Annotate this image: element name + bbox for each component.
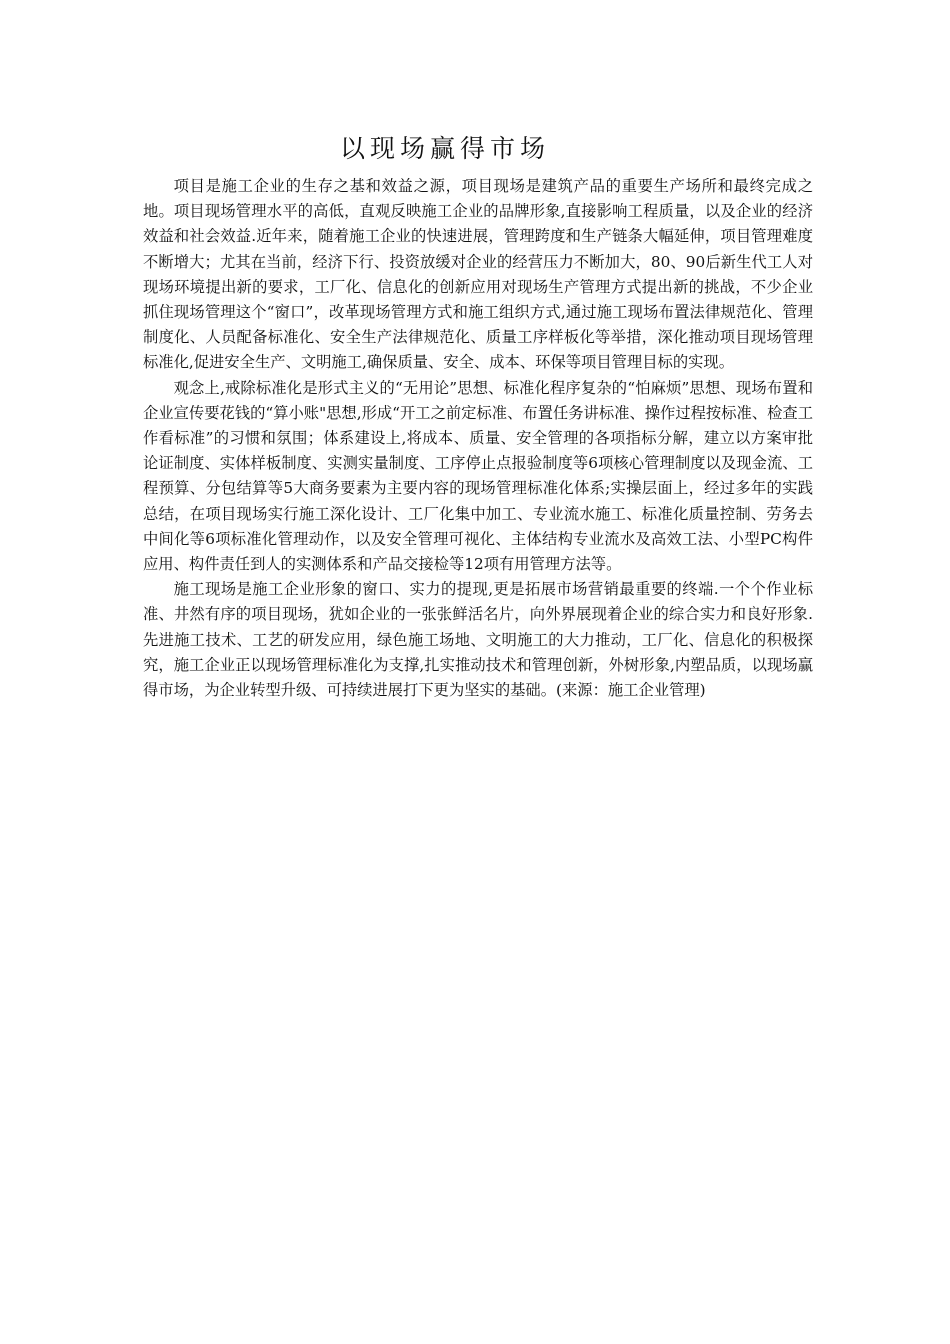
- document-title: 以现场赢得市场: [339, 134, 550, 163]
- paragraph-conclusion: 施工现场是施工企业形象的窗口、实力的提现,更是拓展市场营销最重要的终端.一个个作业标准、井然有序的项目现场，犹如企业的一张张鲜活名片，向外界展现着企业的综合实力和良好形象.先进施工技术、工艺的研发应用，绿色施工场地、文明施工的大力推动，工厂化、信息化的积极探究，施工企业正以现场管理标准化为支撑,扎实推动技术和管理创新，外树形象,内塑品质，以现场赢得市场，为企业转型升级、可持续进展打下更为坚实的基础。(来源：施工企业管理): [143, 580, 813, 700]
- paragraph-concept: 观念上,戒除标准化是形式主义的“无用论”思想、标准化程序复杂的“怕麻烦”思想、现场布置和企业宣传要花钱的“算小账"思想,形成“开工之前定标准、布置任务讲标准、操作过程按标准、检查工作看标准”的习惯和氛围；体系建设上,将成本、质量、安全管理的各项指标分解，建立以方案审批论证制度、实体样板制度、实测实量制度、工序停止点报验制度等6项核心管理制度以及现金流、工程预算、分包结算等5大商务要素为主要内容的现场管理标准化体系;实操层面上，经过多年的实践总结，在项目现场实行施工深化设计、工厂化集中加工、专业流水施工、标准化质量控制、劳务去中间化等6项标准化管理动作，以及安全管理可视化、主体结构专业流水及高效工法、小型PC构件应用、构件责任到人的实测体系和产品交接检等12项有用管理方法等。: [143, 378, 814, 574]
- paragraph-intro: 项目是施工企业的生存之基和效益之源，项目现场是建筑产品的重要生产场所和最终完成之地。项目现场管理水平的高低，直观反映施工企业的品牌形象,直接影响工程质量，以及企业的经济效益和社会效益.近年来，随着施工企业的快速进展，管理跨度和生产链条大幅延伸，项目管理难度不断增大；尤其在当前，经济下行、投资放缓对企业的经营压力不断加大，80、90后新生代工人对现场环境提出新的要求，工厂化、信息化的创新应用对现场生产管理方式提出新的挑战，不少企业抓住现场管理这个“窗口”，改革现场管理方式和施工组织方式,通过施工现场布置法律规范化、管理制度化、人员配备标准化、安全生产法律规范化、质量工序样板化等举措，深化推动项目现场管理标准化,促进安全生产、文明施工,确保质量、安全、成本、环保等项目管理目标的实现。: [143, 177, 813, 372]
- document-body: [143, 174, 813, 703]
